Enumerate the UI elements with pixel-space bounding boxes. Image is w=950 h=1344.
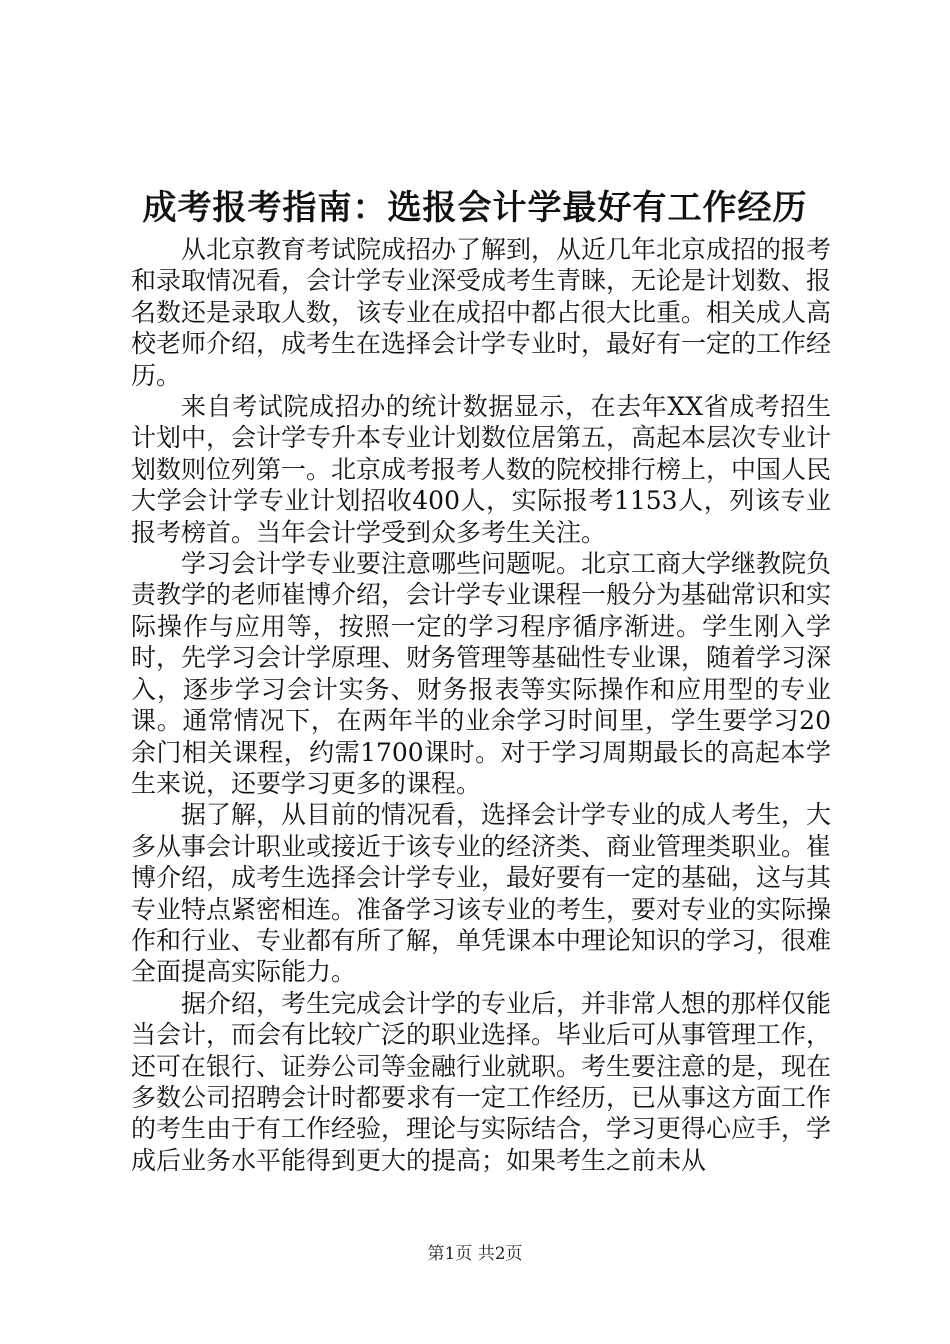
paragraph: 据了解，从目前的情况看，选择会计学专业的成人考生，大多从事会计职业或接近于该专业的经济类、商业管理类职业。崔博介绍，成考生选择会计学专业，最好要有一定的基础，这与其专业特点紧密相连。准备学习该专业的考生，要对专业的实际操作和行业、专业都有所了解，单凭课本中理论知识的学习，很难全面提高实际能力。 — [131, 800, 832, 987]
document-title: 成考报考指南：选报会计学最好有工作经历 — [142, 188, 808, 228]
paragraph: 从北京教育考试院成招办了解到，从近几年北京成招的报考和录取情况看，会计学专业深受成考生青睐，无论是计划数、报名数还是录取人数，该专业在成招中都占很大比重。相关成人高校老师介绍，成考生在选择会计学专业时，最好有一定的工作经历。 — [131, 235, 832, 390]
document-body — [131, 234, 831, 1176]
paragraph: 学习会计学专业要注意哪些问题呢。北京工商大学继教院负责教学的老师崔博介绍，会计学专业课程一般分为基础常识和实际操作与应用等，按照一定的学习程序循序渐进。学生刚入学时，先学习会计学原理、财务管理等基础性专业课，随着学习深入，逐步学习会计实务、财务报表等实际操作和应用型的专业课。通常情况下，在两年半的业余学习时间里，学生要学习20余门相关课程，约需1700课时。对于学习周期最长的高起本学生来说，还要学习更多的课程。 — [131, 549, 832, 798]
page-number-footer: 第1页 共2页 — [427, 1244, 523, 1264]
paragraph: 据介绍，考生完成会计学的专业后，并非常人想的那样仅能当会计，而会有比较广泛的职业选择。毕业后可从事管理工作，还可在银行、证券公司等金融行业就职。考生要注意的是，现在多数公司招聘会计时都要求有一定工作经历，已从事这方面工作的考生由于有工作经验，理论与实际结合，学习更得心应手，学成后业务水平能得到更大的提高；如果考生之前未从 — [131, 988, 832, 1175]
paragraph: 来自考试院成招办的统计数据显示，在去年XX省成考招生计划中，会计学专升本专业计划数位居第五，高起本层次专业计划数则位列第一。北京成考报考人数的院校排行榜上，中国人民大学会计学专业计划招收400人，实际报考1153人，列该专业报考榜首。当年会计学受到众多考生关注。 — [131, 392, 832, 547]
